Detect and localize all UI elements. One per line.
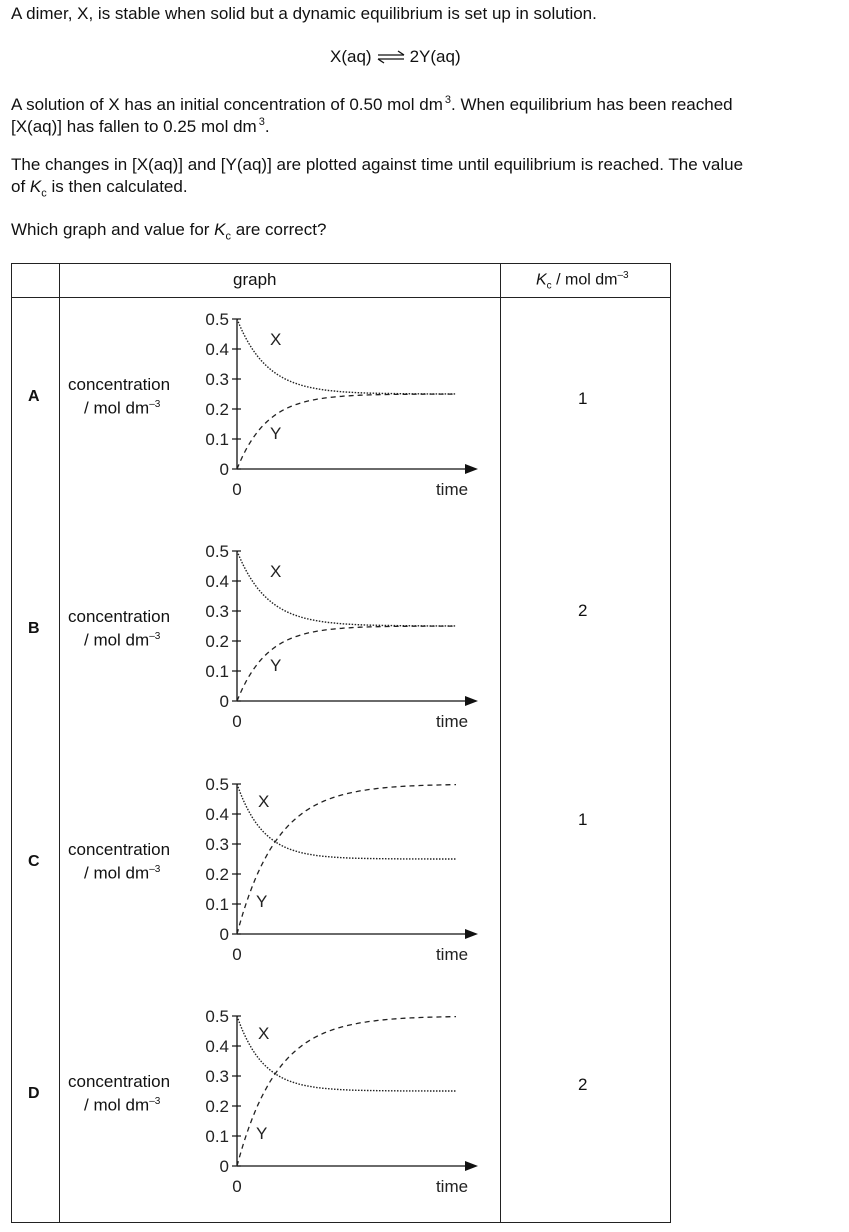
y-axis-label [68, 1072, 170, 1116]
question-prompt [11, 219, 326, 247]
unit-superscript: –3 [149, 631, 161, 642]
y-tick-label: 0.5 [205, 542, 229, 561]
kc-value: 1 [578, 810, 588, 829]
y-axis-label-line1: concentration [68, 375, 171, 394]
unit-superscript: 3 [258, 116, 265, 128]
y-axis-label-line1: concentration [68, 840, 171, 859]
y-tick-label: 0.4 [205, 340, 229, 359]
text-fragment: are correct? [231, 220, 327, 239]
kc-symbol: K [536, 271, 547, 289]
x-axis-arrow-icon [465, 696, 478, 706]
y-tick-label: 0.4 [205, 805, 229, 824]
text-fragment: is then calculated. [46, 177, 188, 196]
y-tick-label: 0.5 [205, 310, 229, 329]
y-axis-label [68, 840, 170, 884]
y-tick-label: 0.5 [205, 1007, 229, 1026]
y-axis-label-line1: concentration [68, 607, 171, 626]
concentration-time-graph [180, 309, 490, 509]
equilibrium-equation [330, 47, 461, 67]
y-tick-label: 0 [219, 925, 229, 944]
y-axis-unit [68, 860, 170, 884]
series-x-label: X [270, 562, 282, 581]
question-text-3: The changes in [X(aq)] and [Y(aq)] are plotted against time until equilibrium is reached. The value [11, 155, 744, 174]
y-tick-label: 0.2 [205, 865, 229, 884]
y-tick-label: 0.2 [205, 400, 229, 419]
series-x-line [237, 1016, 456, 1091]
kc-unit: / mol dm [551, 271, 618, 289]
kc-value: 1 [578, 389, 588, 408]
y-tick-label: 0 [219, 460, 229, 479]
x-axis-arrow-icon [465, 1161, 478, 1171]
x-axis-arrow-icon [465, 929, 478, 939]
table-border [11, 1222, 671, 1223]
x-axis-label: time [435, 480, 469, 499]
y-tick-label: 0.1 [205, 895, 229, 914]
y-tick-label: 0.3 [205, 602, 229, 621]
question-text-4 [11, 176, 188, 204]
kc-subscript: c [225, 230, 232, 243]
y-tick-label: 0.3 [205, 370, 229, 389]
equation-reactant: X(aq) [330, 47, 372, 66]
table-border [11, 297, 671, 298]
table-border [11, 263, 671, 264]
header-graph: graph [233, 270, 277, 289]
series-y-label: Y [270, 656, 282, 675]
series-y-line [237, 785, 456, 934]
series-x-label: X [258, 1024, 270, 1043]
y-axis-unit [68, 627, 170, 651]
question-intro: A dimer, X, is stable when solid but a dynamic equilibrium is set up in solution. [11, 4, 597, 23]
unit-superscript: –3 [617, 270, 629, 281]
y-tick-label: 0.3 [205, 1067, 229, 1086]
unit-text: / mol dm [84, 863, 150, 883]
concentration-time-graph [180, 541, 490, 741]
question-text-2b: . [264, 117, 270, 136]
series-y-label: Y [256, 1124, 268, 1143]
text-fragment: Which graph and value for [11, 220, 215, 239]
table-border [11, 263, 12, 1223]
equilibrium-arrows-icon [376, 50, 406, 64]
unit-superscript: –3 [149, 399, 161, 410]
equation-product: 2Y(aq) [409, 47, 461, 66]
x-origin-label: 0 [232, 480, 242, 499]
x-axis-arrow-icon [465, 464, 478, 474]
unit-text: / mol dm [84, 630, 150, 650]
question-text-2 [11, 111, 270, 138]
kc-subscript: c [546, 280, 552, 292]
table-border [670, 263, 671, 1223]
series-x-line [237, 784, 456, 859]
table-border [500, 263, 501, 1223]
x-axis-label: time [435, 712, 469, 731]
option-letter: A [28, 388, 40, 405]
text-fragment: of [11, 177, 30, 196]
x-axis-label: time [435, 1177, 469, 1196]
series-y-label: Y [270, 424, 282, 443]
unit-superscript: 3 [444, 94, 451, 106]
header-kc [536, 270, 629, 292]
y-tick-label: 0 [219, 1157, 229, 1176]
x-axis-label: time [435, 945, 469, 964]
table-border [59, 263, 60, 1223]
y-tick-label: 0.2 [205, 1097, 229, 1116]
y-tick-label: 0.1 [205, 1127, 229, 1146]
y-tick-label: 0.4 [205, 1037, 229, 1056]
y-tick-label: 0.4 [205, 572, 229, 591]
unit-text: / mol dm [84, 1095, 150, 1115]
x-origin-label: 0 [232, 1177, 242, 1196]
y-tick-label: 0 [219, 692, 229, 711]
question-text-1b: . When equilibrium has been reached [451, 95, 733, 114]
option-letter: B [28, 620, 40, 637]
concentration-time-graph [180, 774, 490, 974]
y-tick-label: 0.1 [205, 430, 229, 449]
y-axis-unit [68, 1092, 170, 1116]
question-text-1a: A solution of X has an initial concentration of 0.50 mol dm [11, 95, 443, 114]
unit-superscript: –3 [149, 864, 161, 875]
kc-symbol: K [29, 177, 42, 196]
series-x-label: X [258, 792, 270, 811]
y-axis-label-line1: concentration [68, 1072, 171, 1091]
y-axis-label [68, 607, 170, 651]
y-axis-label [68, 375, 170, 419]
kc-value: 2 [578, 1075, 588, 1094]
x-origin-label: 0 [232, 945, 242, 964]
unit-text: / mol dm [84, 398, 150, 418]
kc-symbol: K [214, 220, 226, 239]
concentration-time-graph [180, 1006, 490, 1206]
y-tick-label: 0.5 [205, 775, 229, 794]
y-tick-label: 0.2 [205, 632, 229, 651]
x-origin-label: 0 [232, 712, 242, 731]
kc-subscript: c [41, 187, 47, 200]
series-x-label: X [270, 330, 282, 349]
question-text-2a: [X(aq)] has fallen to 0.25 mol dm [11, 117, 257, 136]
y-tick-label: 0.1 [205, 662, 229, 681]
option-letter: D [28, 1085, 40, 1102]
series-y-label: Y [256, 892, 268, 911]
y-axis-unit [68, 395, 170, 419]
option-letter: C [28, 853, 40, 870]
y-tick-label: 0.3 [205, 835, 229, 854]
series-y-line [237, 1017, 456, 1166]
kc-value: 2 [578, 601, 588, 620]
unit-superscript: –3 [149, 1096, 161, 1107]
